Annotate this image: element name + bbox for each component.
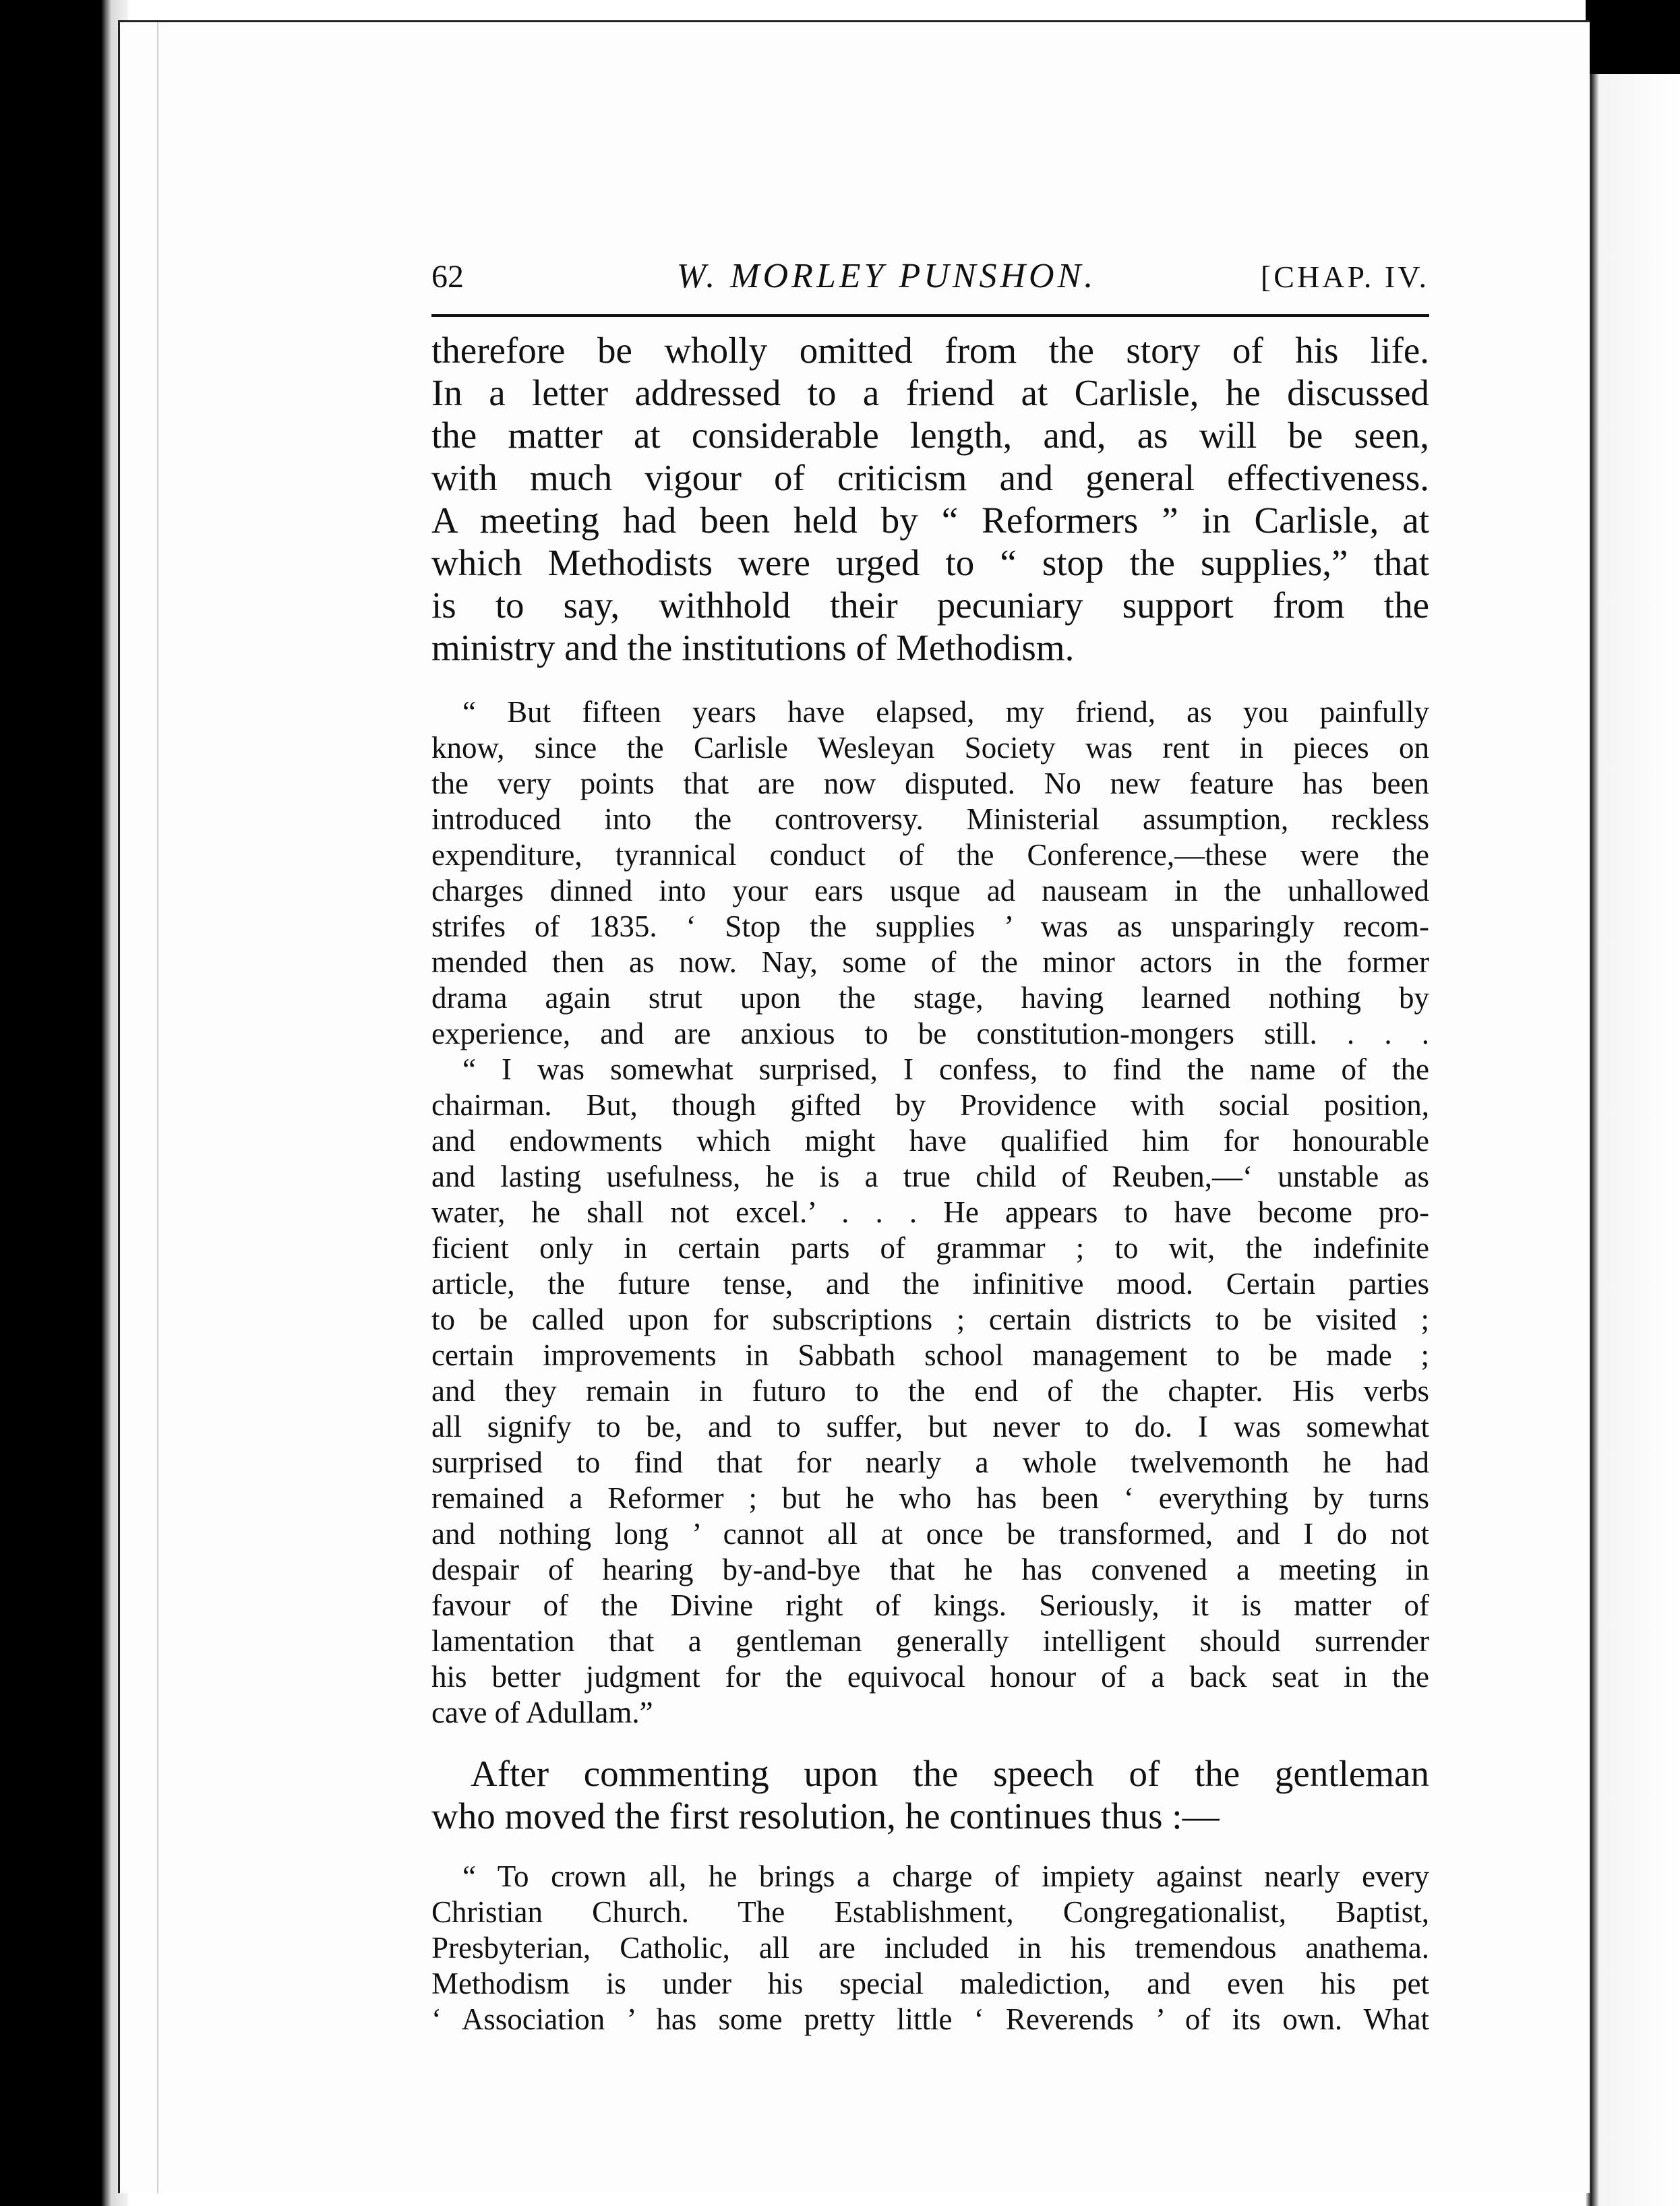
scan-right-corner [1586, 0, 1680, 74]
quote-line: ‘ Association ’ has some pretty little ‘ Reverends ’ of its own. What [431, 2002, 1429, 2036]
quote-line: water, he shall not excel.’ . . . He appears to have become pro- [431, 1195, 1429, 1229]
quote-line: cave of Adullam.” [431, 1696, 653, 1729]
quote-line: and they remain in futuro to the end of the chapter. His verbs [431, 1374, 1429, 1408]
quote-line: know, since the Carlisle Wesleyan Society was rent in pieces on [431, 731, 1429, 765]
quote-line: ficient only in certain parts of grammar ; to wit, the indefinite [431, 1231, 1429, 1265]
quote-line: drama again strut upon the stage, having learned nothing by [431, 981, 1429, 1015]
paragraph-1 [431, 329, 1429, 669]
text-line: A meeting had been held by “ Reformers ” in Carlisle, at [431, 500, 1429, 541]
quote-line: “ To crown all, he brings a charge of impiety against nearly every [462, 1859, 1429, 1893]
quote-line: charges dinned into your ears usque ad nauseam in the unhallowed [431, 874, 1429, 907]
quote-line: “ I was somewhat surprised, I confess, to find the name of the [462, 1052, 1429, 1086]
quote-line: and endowments which might have qualified him for honourable [431, 1124, 1429, 1158]
text-line: who moved the first resolution, he continues thus :— [431, 1795, 1220, 1837]
page-number: 62 [431, 259, 464, 295]
quote-line: to be called upon for subscriptions ; certain districts to be visited ; [431, 1303, 1429, 1336]
quote-line: mended then as now. Nay, some of the minor actors in the former [431, 945, 1429, 979]
quote-line: surprised to find that for nearly a whole twelvemonth he had [431, 1445, 1429, 1479]
running-header [431, 256, 1429, 303]
quote-line: all signify to be, and to suffer, but never to do. I was somewhat [431, 1410, 1429, 1443]
text-line: ministry and the institutions of Methodism. [431, 627, 1075, 668]
quote-line: Presbyterian, Catholic, all are included in his tremendous anathema. [431, 1931, 1429, 1965]
quote-line: introduced into the controversy. Ministerial assumption, reckless [431, 802, 1429, 836]
text-line: therefore be wholly omitted from the story of his life. [431, 330, 1429, 371]
quote-line: article, the future tense, and the infinitive mood. Certain parties [431, 1267, 1429, 1301]
running-title: W. MORLEY PUNSHON. [676, 257, 1097, 295]
paragraph-2 [431, 1752, 1429, 1837]
quote-line: Christian Church. The Establishment, Congregationalist, Baptist, [431, 1895, 1429, 1929]
quote-line: despair of hearing by-and-bye that he has convened a meeting in [431, 1553, 1429, 1586]
quote-line: chairman. But, though gifted by Providence with social position, [431, 1088, 1429, 1122]
text-line: the matter at considerable length, and, as will be seen, [431, 415, 1429, 456]
quote-line: strifes of 1835. ‘ Stop the supplies ’ was as unsparingly recom- [431, 910, 1429, 943]
binding-fold [157, 22, 158, 2193]
quote-line: favour of the Divine right of kings. Seriously, it is matter of [431, 1588, 1429, 1622]
scan-left-margin [0, 0, 128, 2206]
text-line: In a letter addressed to a friend at Carlisle, he discussed [431, 372, 1429, 413]
scan-right-margin [1586, 0, 1680, 2206]
quote-line: “ But fifteen years have elapsed, my friend, as you painfully [462, 695, 1429, 729]
quote-line: Methodism is under his special malediction, and even his pet [431, 1967, 1429, 2000]
quote-line: the very points that are now disputed. No new feature has been [431, 767, 1429, 800]
quote-line: certain improvements in Sabbath school management to be made ; [431, 1338, 1429, 1372]
quote-line: remained a Reformer ; but he who has been ‘ everything by turns [431, 1481, 1429, 1515]
header-rule [431, 314, 1429, 317]
quote-line: experience, and are anxious to be constitution-mongers still. . . . [431, 1017, 1429, 1050]
quote-1 [431, 694, 1429, 1731]
book-page [431, 256, 1429, 2037]
quote-line: expenditure, tyrannical conduct of the Conference,—these were the [431, 838, 1429, 872]
quote-line: and lasting usefulness, he is a true child of Reuben,—‘ unstable as [431, 1160, 1429, 1193]
text-line: with much vigour of criticism and general effectiveness. [431, 457, 1429, 498]
chapter-label: [CHAP. IV. [1260, 260, 1429, 294]
text-line: which Methodists were urged to “ stop the supplies,” that [431, 542, 1429, 583]
text-line: is to say, withhold their pecuniary support from the [431, 585, 1429, 626]
text-line: After commenting upon the speech of the gentleman [471, 1753, 1429, 1794]
quote-line: lamentation that a gentleman generally intelligent should surrender [431, 1624, 1429, 1658]
quote-line: his better judgment for the equivocal honour of a back seat in the [431, 1660, 1429, 1694]
quote-line: and nothing long ’ cannot all at once be transformed, and I do not [431, 1517, 1429, 1551]
quote-2 [431, 1859, 1429, 2037]
